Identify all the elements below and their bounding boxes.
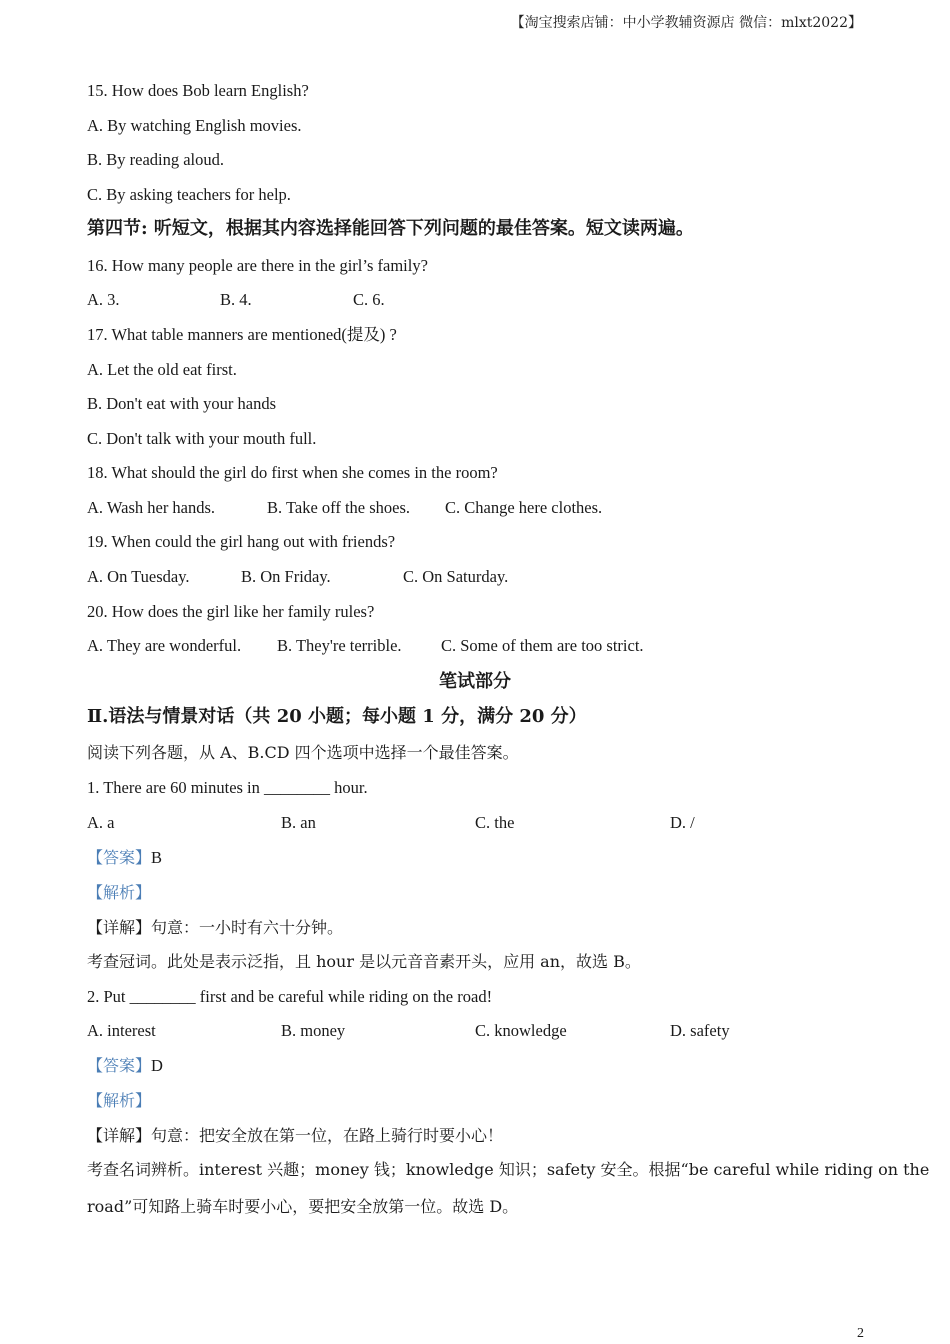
grammar-2-option-b: B. money	[281, 1021, 346, 1040]
question-18-option-c: C. Change here clothes.	[445, 498, 603, 517]
question-16-option-c: C. 6.	[353, 290, 385, 309]
grammar-2-option-c: C. knowledge	[475, 1021, 567, 1040]
question-20-stem: 20. How does the girl like her family rules?	[87, 602, 375, 621]
page-number: 2	[857, 1326, 864, 1341]
question-15-option-b: B. By reading aloud.	[87, 150, 225, 169]
grammar-1-detail: 【详解】句意：一小时有六十分钟。	[87, 918, 344, 937]
grammar-2-explanation-line-1: 考查名词辨析。interest 兴趣；money 钱；knowledge 知识；safety 安全。根据“be careful while riding on the	[87, 1160, 930, 1179]
grammar-1-option-b: B. an	[281, 813, 316, 832]
question-15-option-a: A. By watching English movies.	[87, 116, 302, 135]
answer-value: D	[151, 1056, 163, 1075]
question-16-option-b: B. 4.	[220, 290, 252, 309]
page-header: 【淘宝搜索店铺：中小学教辅资源店 微信：mlxt2022】	[510, 15, 862, 31]
question-19-stem: 19. When could the girl hang out with friends?	[87, 532, 396, 551]
answer-tag: 【答案】	[87, 848, 152, 867]
question-18-stem: 18. What should the girl do first when she comes in the room?	[87, 463, 498, 482]
grammar-1-option-a: A. a	[87, 813, 115, 832]
question-18-option-a: A. Wash her hands.	[87, 498, 216, 517]
question-20-option-a: A. They are wonderful.	[87, 636, 242, 655]
section-4-title: 第四节: 听短文，根据其内容选择能回答下列问题的最佳答案。短文读两遍。	[87, 218, 694, 239]
part-2-instruction: 阅读下列各题，从 A、B.CD 四个选项中选择一个最佳答案。	[87, 743, 519, 762]
question-20-option-c: C. Some of them are too strict.	[441, 636, 644, 655]
question-17-option-c: C. Don't talk with your mouth full.	[87, 429, 317, 448]
grammar-1-answer	[87, 847, 162, 869]
question-17-stem: 17. What table manners are mentioned(提及) ?	[87, 325, 397, 344]
grammar-2-answer	[87, 1055, 163, 1077]
question-15-stem: 15. How does Bob learn English?	[87, 81, 309, 100]
question-19-option-c: C. On Saturday.	[403, 567, 509, 586]
question-17-option-b: B. Don't eat with your hands	[87, 394, 277, 413]
question-16-option-a: A. 3.	[87, 290, 120, 309]
grammar-1-option-d: D. /	[670, 813, 695, 832]
part-2-title: Ⅱ.语法与情景对话（共 20 小题；每小题 1 分，满分 20 分）	[87, 706, 587, 727]
question-20-option-b: B. They're terrible.	[277, 636, 402, 655]
grammar-2-stem: 2. Put ________ first and be careful while riding on the road!	[87, 987, 493, 1006]
answer-value: B	[151, 848, 163, 867]
grammar-1-explanation: 考查冠词。此处是表示泛指，且 hour 是以元音音素开头，应用 an，故选 B。	[87, 952, 641, 971]
grammar-2-option-a: A. interest	[87, 1021, 156, 1040]
question-19-option-a: A. On Tuesday.	[87, 567, 190, 586]
grammar-2-detail: 【详解】句意：把安全放在第一位，在路上骑行时要小心！	[87, 1126, 504, 1145]
grammar-1-analysis-tag: 【解析】	[87, 883, 152, 902]
question-19-option-b: B. On Friday.	[241, 567, 331, 586]
grammar-1-stem: 1. There are 60 minutes in ________ hour.	[87, 778, 368, 797]
grammar-2-analysis-tag: 【解析】	[87, 1091, 152, 1110]
grammar-1-option-c: C. the	[475, 813, 515, 832]
answer-tag: 【答案】	[87, 1056, 152, 1075]
question-17-option-a: A. Let the old eat first.	[87, 360, 237, 379]
grammar-2-explanation-line-2: road”可知路上骑车时要小心，要把安全放第一位。故选 D。	[87, 1197, 519, 1216]
question-18-option-b: B. Take off the shoes.	[267, 498, 411, 517]
question-15-option-c: C. By asking teachers for help.	[87, 185, 291, 204]
grammar-2-option-d: D. safety	[670, 1021, 730, 1040]
written-section-title: 笔试部分	[439, 671, 511, 692]
question-16-stem: 16. How many people are there in the girl’s family?	[87, 256, 428, 275]
